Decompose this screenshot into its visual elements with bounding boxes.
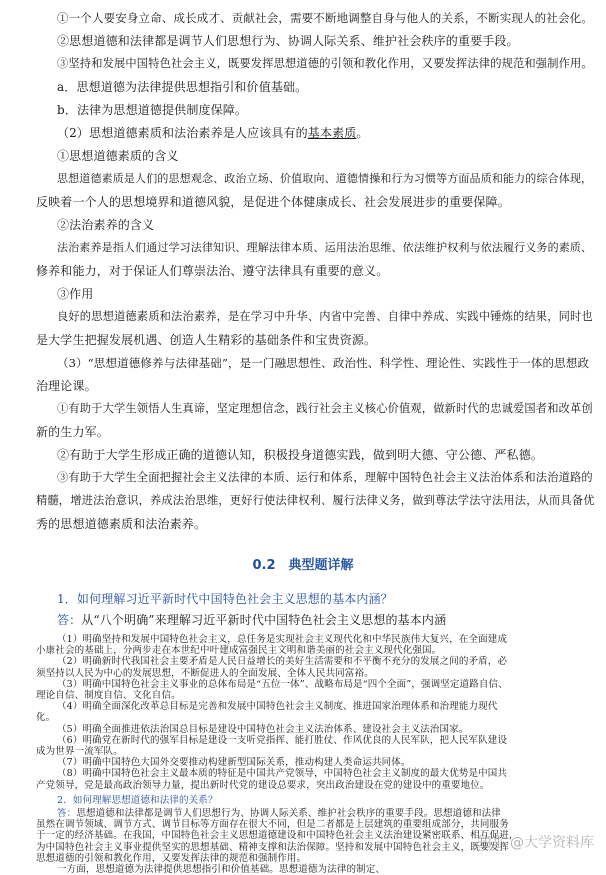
text-line: 反映着一个人的思想境界和道德风貌，是促进个体健康成长、社会发展进步的重要保障。 bbox=[36, 195, 510, 209]
text-line: （3）“思想道德修养与法律基础”，是一门融思想性、政治性、科学性、理论性、实践性于一体的思想政 bbox=[57, 356, 590, 370]
section-title: 0.2 典型题详解 bbox=[252, 558, 354, 573]
answer-label: 答： bbox=[57, 808, 77, 819]
watermark: 知乎 @大学资料库 bbox=[477, 835, 594, 851]
question-2: 2．如何理解思想道德和法律的关系？ bbox=[57, 794, 218, 806]
text-line: 良好的思想道德素质和法治素养，是在学习中升华、内省中完善、自律中养成、实践中锤炼的结果，同时也 bbox=[57, 310, 593, 323]
text-line: 是大学生把握发展机遇、创造人生精彩的基础条件和宝贵资源。 bbox=[36, 333, 377, 347]
subheading: ①思想道德素质的含义 bbox=[57, 149, 179, 163]
text-line: （4）明确全面深化改革总目标是完善和发展中国特色社会主义制度、推进国家治理体系和治理能力现代 bbox=[57, 701, 498, 713]
text-line: （8）明确中国特色社会主义最本质的特征是中国共产党领导，中国特色社会主义制度的最大优势是中国共 bbox=[57, 768, 508, 780]
text-line: （6）明确党在新时代的强军目标是建设一支听党指挥、能打胜仗、作风优良的人民军队，把人民军队建设 bbox=[57, 734, 508, 746]
subheading: ②法治素养的含义 bbox=[57, 218, 155, 232]
text-line: 小康社会的基础上，分两步走在本世纪中叶建成富强民主文明和谐美丽的社会主义现代化强国。 bbox=[36, 645, 442, 657]
text-line: ①一个人要安身立命、成长成才、贡献社会，需要不断地调整自身与他人的关系，不断实现人的社会化。 bbox=[57, 11, 593, 25]
point-2-end: 。 bbox=[356, 126, 369, 140]
answer-label: 答： bbox=[57, 613, 82, 627]
text-line: ③坚持和发展中国特色社会主义，既要发挥思想道德的引领和教化作用，又要发挥法律的规范和强制作用。 bbox=[57, 57, 593, 70]
point-2-text: （2）思想道德素质和法治素养是人应该具有的 bbox=[57, 126, 308, 140]
text-line: 思想道德的引领和教化作用，又要发挥法律的规范和强制作用。 bbox=[36, 852, 307, 864]
text-line: （5）明确全面推进依法治国总目标是建设中国特色社会主义法治体系、建设社会主义法治国家。 bbox=[57, 723, 469, 735]
question-1: 1．如何理解习近平新时代中国特色社会主义思想的基本内涵？ bbox=[57, 592, 393, 606]
text-line: ②有助于大学生形成正确的道德认知，积极投身道德实践，做到明大德、守公德、严私德。 bbox=[57, 448, 544, 462]
text-line: 成为世界一流军队。 bbox=[36, 746, 123, 757]
answer-1-head bbox=[57, 613, 446, 627]
text-line: ②思想道德和法律都是调节人们思想行为、协调人际关系、维护社会秩序的重要手段。 bbox=[57, 34, 519, 48]
text-line: （1）明确坚持和发展中国特色社会主义，总任务是实现社会主义现代化和中华民族伟大复兴，在全面建成 bbox=[57, 634, 508, 645]
answer-2-intro: 思想道德和法律都是调节人们思想行为、协调人际关系、维护社会秩序的重要手段。思想道德和法律 bbox=[76, 808, 501, 819]
point-2-line bbox=[57, 126, 369, 140]
text-line: （7）明确中国特色大国外交要推动构建新型国际关系，推动构建人类命运共同体。 bbox=[57, 757, 411, 769]
text-line: 精髓，增进法治意识，养成法治思维，更好行使法律权利、履行法律义务，做到尊法学法守法用法，从而具备优 bbox=[36, 494, 595, 507]
answer-1-intro: 从“八个明确”来理解习近平新时代中国特色社会主义思想的基本内涵 bbox=[81, 613, 447, 627]
text-line: 理论自信、制度自信、文化自信。 bbox=[36, 690, 181, 701]
text-line: 须坚持以人民为中心的发展思想，不断促进人的全面发展、全体人民共同富裕。 bbox=[36, 667, 374, 679]
text-line: a．思想道德为法律提供思想指引和价值基础。 bbox=[57, 80, 308, 94]
text-line: 思想道德素质是人们的思想观念、政治立场、价值取向、道德情操和行为习惯等方面品质和能力的综合体现， bbox=[57, 172, 593, 185]
text-line: 于一定的经济基础。在我国，中国特色社会主义思想道德建设和中国特色社会主义法治建设紧密联系、相互促进， bbox=[36, 830, 519, 842]
text-line: ③有助于大学生全面把握社会主义法律的本质、运行和体系，理解中国特色社会主义法治体系和法治道路的 bbox=[57, 471, 593, 484]
text-line: b．法律为思想道德提供制度保障。 bbox=[57, 103, 248, 117]
answer-2-head bbox=[57, 808, 501, 819]
text-line: 为中国特色社会主义事业提供坚实的思想基础、精神支撑和法治保障。坚持和发展中国特色社会主义，既要发挥 bbox=[36, 841, 509, 853]
text-line: 化。 bbox=[36, 712, 56, 724]
text-line: 一方面，思想道德为法律提供思想指引和价值基础。思想道德为法律的制定、 bbox=[57, 864, 386, 875]
text-line: 产党领导，党是最高政治领导力量，提出新时代党的建设总要求，突出政治建设在党的建设中的重要地位。 bbox=[36, 779, 490, 791]
text-line: ①有助于大学生领悟人生真谛，坚定理想信念，践行社会主义核心价值观，做新时代的忠诚爱国者和改革创 bbox=[57, 402, 593, 415]
text-line: （3）明确中国特色社会主义事业的总体布局是“五位一体”、战略布局是“四个全面”，强调坚定道路自信、 bbox=[57, 678, 508, 690]
text-line: 秀的思想道德素质和法治素养。 bbox=[36, 517, 207, 531]
subheading: ③作用 bbox=[57, 287, 94, 301]
text-line: 治理论课。 bbox=[36, 379, 97, 393]
point-2-underlined: 基本素质 bbox=[307, 126, 357, 140]
text-line: 法治素养是指人们通过学习法律知识、理解法律本质、运用法治思维、依法维护权利与依法履行义务的素质、 bbox=[57, 241, 593, 254]
text-line: （2）明确新时代我国社会主要矛盾是人民日益增长的美好生活需要和不平衡不充分的发展之间的矛盾，必 bbox=[57, 656, 508, 668]
text-line: 虽然在调节领域、调节方式、调节目标等方面存在很大不同，但是二者都是上层建筑的重要组成部分，共同服务 bbox=[36, 819, 509, 831]
text-line: 新的生力军。 bbox=[36, 425, 109, 439]
text-line: 修养和能力，对于保证人们尊崇法治、遵守法律具有重要的意义。 bbox=[36, 264, 389, 278]
